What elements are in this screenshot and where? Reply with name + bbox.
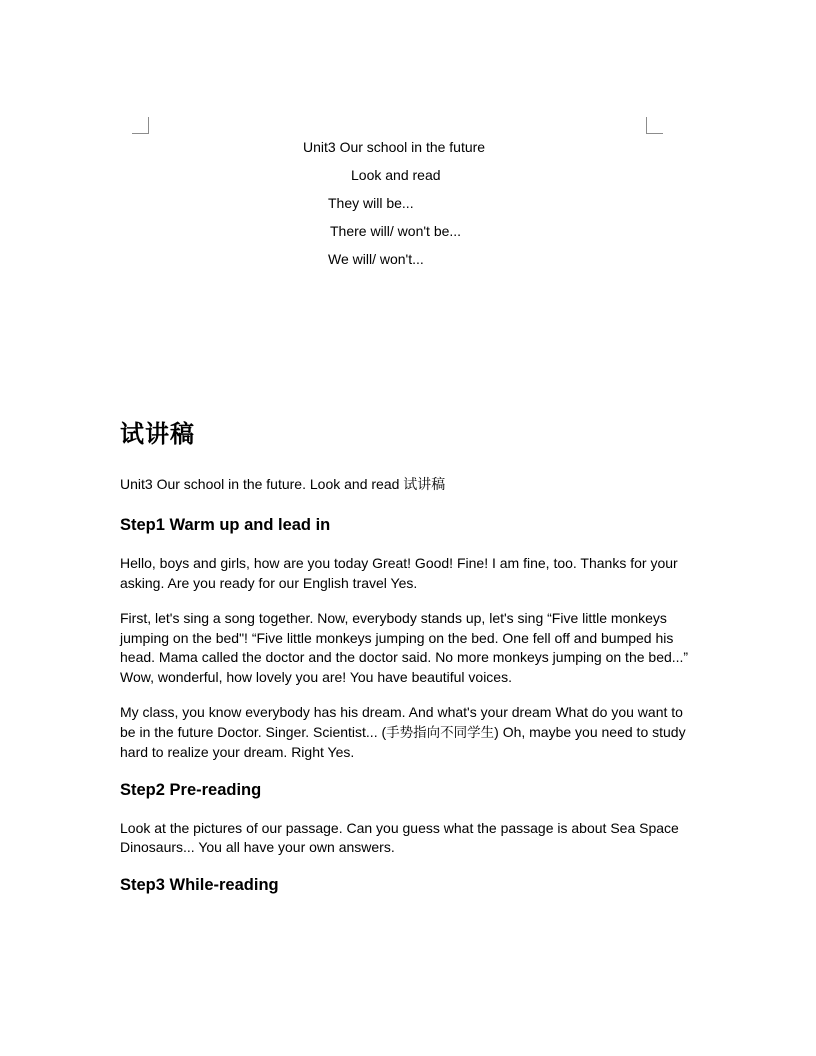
step1-heading: Step1 Warm up and lead in [120, 516, 331, 534]
sentence-pattern-2: There will/ won't be... [330, 223, 462, 239]
step1-paragraph-3-gesture-note: 手势指向不同学生 [386, 724, 495, 741]
step2-heading: Step2 Pre-reading [120, 780, 262, 799]
sentence-pattern-3: We will/ won't... [328, 251, 424, 267]
document-body [120, 418, 700, 914]
step1-paragraph-3 [120, 703, 700, 763]
slide-subtitle: Look and read [351, 167, 441, 183]
document-intro: Unit3 Our school in the future. Look and read 试讲稿 [120, 476, 446, 492]
page-corner-mark-left [132, 117, 149, 134]
document-title: 试讲稿 [120, 419, 195, 448]
sentence-pattern-1: They will be... [328, 195, 414, 211]
slide-title: Unit3 Our school in the future [303, 139, 486, 155]
step1-paragraph-1: Hello, boys and girls, how are you today Great! Good! Fine! I am fine, too. Thanks for your asking. Are you ready for our English travel Yes. [120, 555, 678, 591]
page-corner-mark-right [646, 117, 663, 134]
step2-paragraph-1: Look at the pictures of our passage. Can you guess what the passage is about Sea Space Dinosaurs... You all have your own answers. [120, 819, 679, 855]
step1-paragraph-3-part-2: ) Oh, maybe you need to study hard to realize your dream. Right Yes. [120, 723, 686, 760]
step1-paragraph-3-part-1: My class, you know everybody has his dream. And what's your dream What do you want to be in the future Doctor. Singer. Scientist... ( [120, 704, 683, 740]
step1-paragraph-2: First, let's sing a song together. Now, everybody stands up, let's sing “Five little monkeys jumping on the bed"! “Five little monkeys jumping on the bed. One fell off and bumped his head. Mama called the doctor and the doctor said. No more monkeys jumping on the bed...” Wow, wonderful, how lovely you are! You have beautiful voices. [120, 610, 689, 685]
step3-heading: Step3 While-reading [120, 875, 279, 894]
